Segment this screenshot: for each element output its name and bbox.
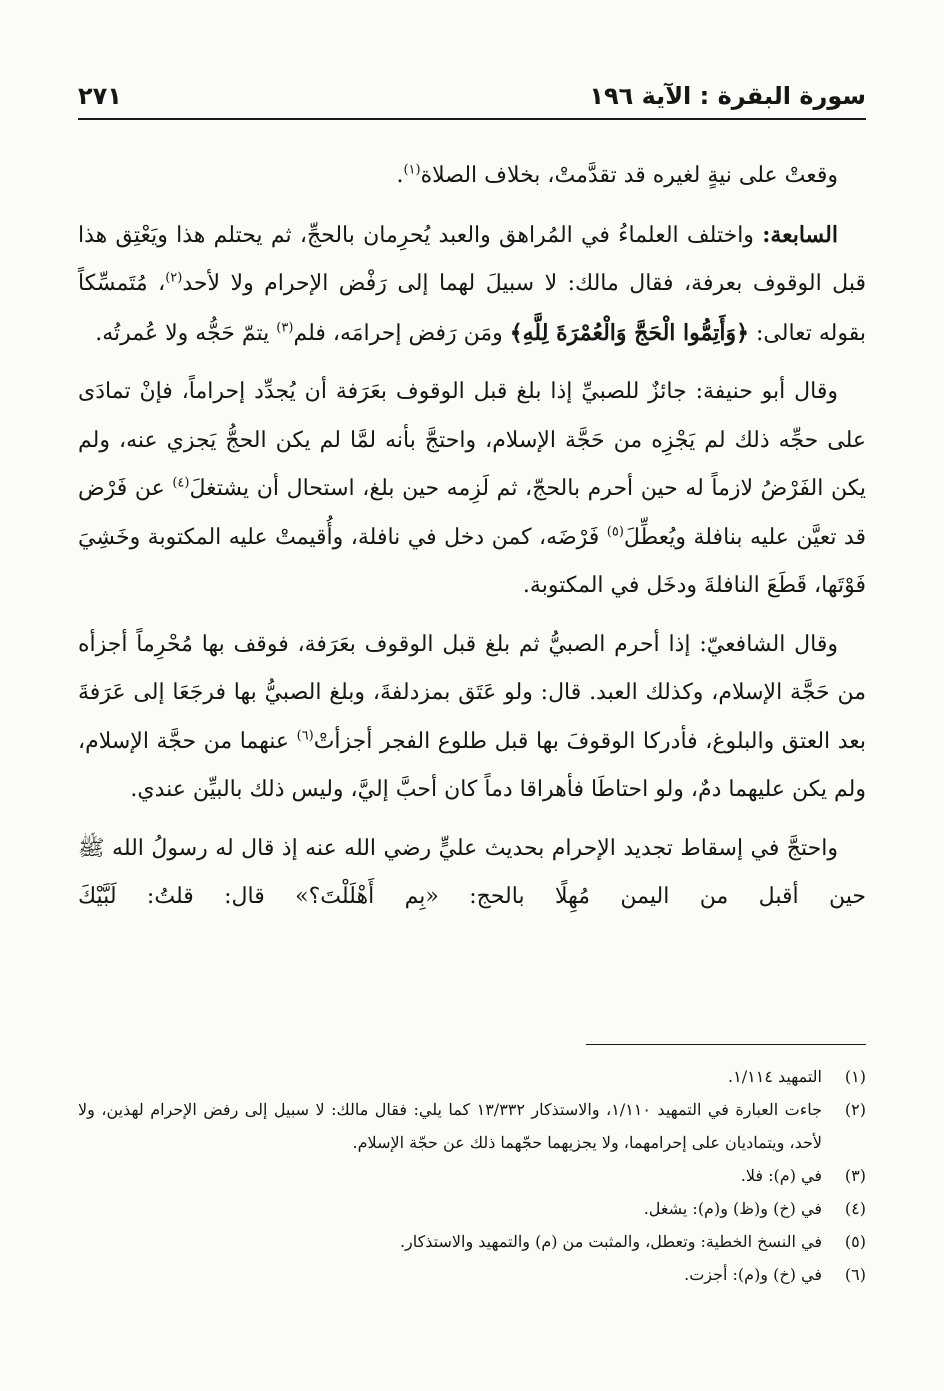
footnote-text: في النسخ الخطية: وتعطل، والمثبت من (م) والتمهيد والاستذكار.	[399, 1232, 822, 1251]
body-text	[78, 152, 866, 922]
quran-verse: ﴿وَأَتِمُّوا الْحَجَّ وَالْعُمْرَةَ لِلَّهِ﴾	[509, 319, 749, 346]
paragraph-1	[78, 152, 866, 201]
section-lead: السابعة:	[762, 221, 838, 248]
paragraph-text: واحتجَّ في إسقاط تجديد الإحرام بحديث عليٍّ رضي الله عنه إذ قال له رسولُ الله ﷺ حين أقبل من اليمن مُهِلًا بالحج: «بِم أَهْلَلْتَ؟» قال: قلتُ: لَبَّيْكَ	[78, 835, 866, 909]
footnote-text: في (خ) و(م): أجزت.	[684, 1265, 822, 1284]
footnote-number: (٢)	[844, 1100, 866, 1119]
footnote-item	[78, 1192, 866, 1225]
footnotes	[78, 1060, 866, 1291]
page-header	[78, 80, 866, 112]
footnote-item	[78, 1225, 866, 1258]
page-number: ٢٧١	[78, 82, 122, 110]
footnote-ref: (٤)	[172, 475, 190, 491]
footnote-ref: (٥)	[606, 524, 624, 540]
paragraph-3	[78, 368, 866, 611]
footnote-item	[78, 1159, 866, 1192]
footnote-item	[78, 1093, 866, 1159]
footnote-rule	[586, 1044, 866, 1045]
paragraph-text: وقعتْ على نيةٍ لغيره قد تقدَّمتْ، بخلاف الصلاة	[420, 163, 838, 188]
paragraph-text: ، مُتَمسِّكاً بقوله تعالى:	[78, 271, 866, 346]
paragraph-4	[78, 621, 866, 815]
paragraph-text: وقال الشافعيّ: إذا أحرم الصبيُّ ثم بلغ قبل الوقوف بعَرَفة، فوقف بها مُحْرِماً أجزأه من حَجَّة الإسلام، وكذلك العبد. قال: ولو عَتَق بمزدلفةَ، وبلغ الصبيُّ بها فرجَعَا إلى عَرَفةَ بعد العتق والبلوغ، فأدركا الوقوفَ بها قبل طلوع الفجر أجزأتْ	[78, 631, 866, 754]
footnote-number: (١)	[844, 1067, 866, 1086]
paragraph-5	[78, 825, 866, 922]
footnote-item	[78, 1258, 866, 1291]
paragraph-text: عنهما من حجَّة الإسلام، ولم يكن عليهما دمٌ، ولو احتاطَا فأهراقا دماً كان أحبَّ إليَّ، وليس ذلك بالبيِّن عندي.	[78, 728, 866, 802]
footnote-item	[78, 1060, 866, 1093]
footnote-ref: (٢)	[165, 270, 183, 286]
paragraph-text: واختلف العلماءُ في المُراهق والعبد يُحرِمان بالحجِّ، ثم يحتلم هذا ويَعْتِق هذا قبل الوقوف بعرفة، فقال مالك: لا سبيلَ لهما إلى رَفْض الإحرام ولا لأحد	[78, 222, 866, 296]
footnote-number: (٦)	[844, 1265, 866, 1284]
footnote-number: (٥)	[844, 1232, 866, 1251]
paragraph-text: وقال أبو حنيفة: جائزٌ للصبيِّ إذا بلغ قبل الوقوف بعَرَفة أن يُجدِّد إحراماً، فإنْ تمادَى على حجِّه ذلك لم يَجْزِه من حَجَّة الإسلام، واحتجَّ بأنه لمَّا لم يكن الحجُّ يَجزي عنه، ولم يكن الفَرْضُ لازماً له حين أحرم بالحجّ، ثم لَزِمه حين بلغ، استحال أن يشتغلَ	[78, 379, 866, 501]
paragraph-2	[78, 211, 866, 359]
footnote-number: (٤)	[844, 1199, 866, 1218]
footnote-text: التمهيد ١/١١٤.	[728, 1067, 822, 1086]
running-title: سورة البقرة : الآية ١٩٦	[589, 82, 866, 110]
footnote-text: في (خ) و(ظ) و(م): يشغل.	[643, 1199, 822, 1218]
footnote-ref: (٦)	[296, 728, 314, 744]
paragraph-text: يتمّ حَجُّه ولا عُمرتُه.	[95, 320, 277, 346]
footnote-number: (٣)	[844, 1166, 866, 1185]
paragraph-text: عن فَرْض قد تعيَّن عليه بنافلة ويُعطِّلَ	[78, 476, 866, 550]
footnote-text: جاءت العبارة في التمهيد ١/١١٠، والاستذكار ١٣/٣٣٢ كما يلي: فقال مالك: لا سبيل إلى رفض الإحرام لهذين، ولا لأحد، ويتماديان على إحرامهما، ولا يجزيهما حجّهما ذلك عن حجّة الإسلام.	[78, 1100, 822, 1152]
footnote-text: في (م): فلا.	[740, 1166, 822, 1185]
footnote-ref: (١)	[403, 162, 421, 178]
paragraph-text: ومَن رَفض إحرامَه، فلم	[293, 320, 510, 346]
paragraph-text: فَرْضَه، كمن دخل في نافلة، وأُقيمتْ عليه المكتوبة وخَشِيَ فَوْتَها، قَطَعَ النافلةَ ودخَل في المكتوبة.	[78, 524, 866, 598]
header-rule	[78, 118, 866, 120]
paragraph-text: .	[396, 163, 404, 188]
footnote-ref: (٣)	[276, 320, 294, 336]
